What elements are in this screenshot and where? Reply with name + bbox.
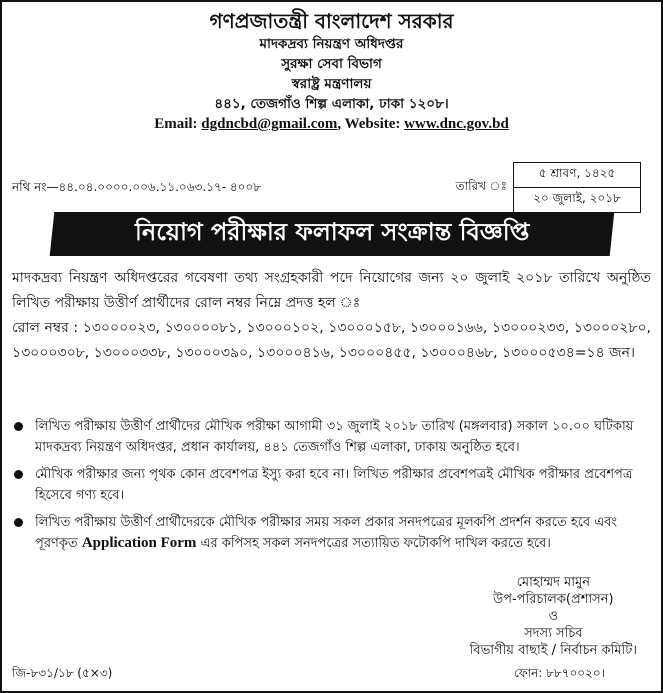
office-address: ৪৪১, তেজগাঁও শিল্প এলাকা, ঢাকা ১২০৮।: [214, 96, 449, 112]
date-bangla: ৫ শ্রাবণ, ১৪২৫: [514, 163, 640, 188]
instructions-list: [14, 416, 647, 560]
signatory-designation: উপ-পরিচালক(প্রশাসন): [493, 592, 614, 607]
list-item: [14, 416, 647, 458]
notice-title-banner: [50, 212, 615, 256]
email-link[interactable]: dgdncbd@gmail.com: [201, 116, 338, 132]
date-box: [513, 162, 641, 213]
date-block: [456, 162, 641, 213]
roll-numbers: রোল নম্বর : ১৩০০০০২৩, ১৩০০০০৮১, ১৩০০০১০২, ১৩০০০১৫৮, ১৩০০০১৬৬, ১৩০০০২৩৩, ১৩০০০২৮০, ১৩০০০৩০৮, ১৩০০০৩৩৮, ১৩০০০৩৯০, ১৩০০০৪১৬, ১৩০০০৪৫৫, ১৩০০০৪৬৮, ১৩০০০৫৩৪=১৪ জন।: [12, 320, 651, 361]
date-gregorian: ২০ জুলাই, ২০১৮: [533, 191, 621, 205]
government-name: গণপ্রজাতন্ত্রী বাংলাদেশ সরকার: [209, 9, 454, 33]
notice-title: নিয়োগ পরীক্ষার ফলাফল সংক্রান্ত বিজ্ঞপ্তি: [134, 218, 530, 246]
memo-number: নথি নং—৪৪.০৪.০০০০.০০৬.১১.০৬৩.১৭- ৪০০৮: [12, 180, 262, 194]
division-name: সুরক্ষা সেবা বিভাগ: [281, 56, 382, 72]
website-link[interactable]: www.dnc.gov.bd: [404, 116, 509, 132]
phone-number: ফোন: ৮৮৭০০২০।: [513, 666, 605, 680]
ministry-name: স্বরাষ্ট্র মন্ত্রণালয়: [291, 76, 372, 92]
website-label: , Website:: [337, 116, 401, 132]
intro-paragraph: মাদকদ্রব্য নিয়ন্ত্রণ অধিদপ্তরের গবেষণা তথ্য সংগ্রহকারী পদে নিয়োগের জন্য ২০ জুলাই ২০১৮ তারিখে অনুষ্ঠিত লিখিত পরীক্ষায় উত্তীর্ণ প্রার্থীদের রোল নম্বর নিম্নে প্রদত্ত হল ঃ: [12, 270, 651, 311]
notice-body: [12, 266, 651, 366]
instruction-text-part: লিখিত পরীক্ষায় উত্তীর্ণ প্রার্থীদেরকে মৌখিক পরীক্ষার সময় সকল প্রকার সনদপত্রের মূলকপি প্রদর্শন করতে হবে এবং পূরণকৃত: [35, 515, 618, 551]
signatory-and: ও: [548, 609, 559, 624]
instruction-text: লিখিত পরীক্ষায় উত্তীর্ণ প্রার্থীদের মৌখিক পরীক্ষা আগামী ৩১ জুলাই ২০১৮ তারিখ (মঙ্গলবার) সকাল ১০.০০ ঘটিকায় মাদকদ্রব্য নিয়ন্ত্রণ অধিদপ্তর, প্রধান কার্যালয়, ৪৪১ তেজগাঁও শিল্প এলাকা, ঢাকায় অনুষ্ঠিত হবে।: [35, 419, 634, 455]
bullet-icon: [14, 518, 23, 527]
department-name: মাদকদ্রব্য নিয়ন্ত্রণ অধিদপ্তর: [259, 36, 404, 52]
application-form-text: Application Form: [81, 535, 197, 551]
signatory-committee: বিভাগীয় বাছাই / নির্বাচন কমিটি।: [469, 643, 637, 658]
contact-line: [2, 114, 661, 134]
instruction-text: [35, 512, 647, 554]
email-label: Email:: [154, 116, 198, 132]
bullet-icon: [14, 470, 23, 479]
signature-block: [470, 574, 637, 659]
date-label: তারিখ ঃ: [455, 179, 507, 193]
bullet-icon: [14, 422, 23, 431]
instruction-text-part: এর কপিসহ সকল সনদপত্রের সত্যায়িত ফটোকপি দাখিল করতে হবে।: [200, 536, 551, 551]
signatory-member: সদস্য সচিব: [524, 626, 583, 641]
instruction-text: মৌখিক পরীক্ষার জন্য পৃথক কোন প্রবেশপত্র ইস্যু করা হবে না। লিখিত পরীক্ষার প্রবেশপত্রই মৌখিক পরীক্ষার প্রবেশপত্র হিসেবে গণ্য হবে।: [35, 467, 633, 503]
list-item: [14, 512, 647, 554]
signatory-name: মোহাম্মদ মামুন: [516, 575, 591, 590]
letterhead: [2, 8, 661, 134]
publication-code: জি-৮৩১/১৮ (৫×৩): [12, 666, 113, 680]
list-item: [14, 464, 647, 506]
